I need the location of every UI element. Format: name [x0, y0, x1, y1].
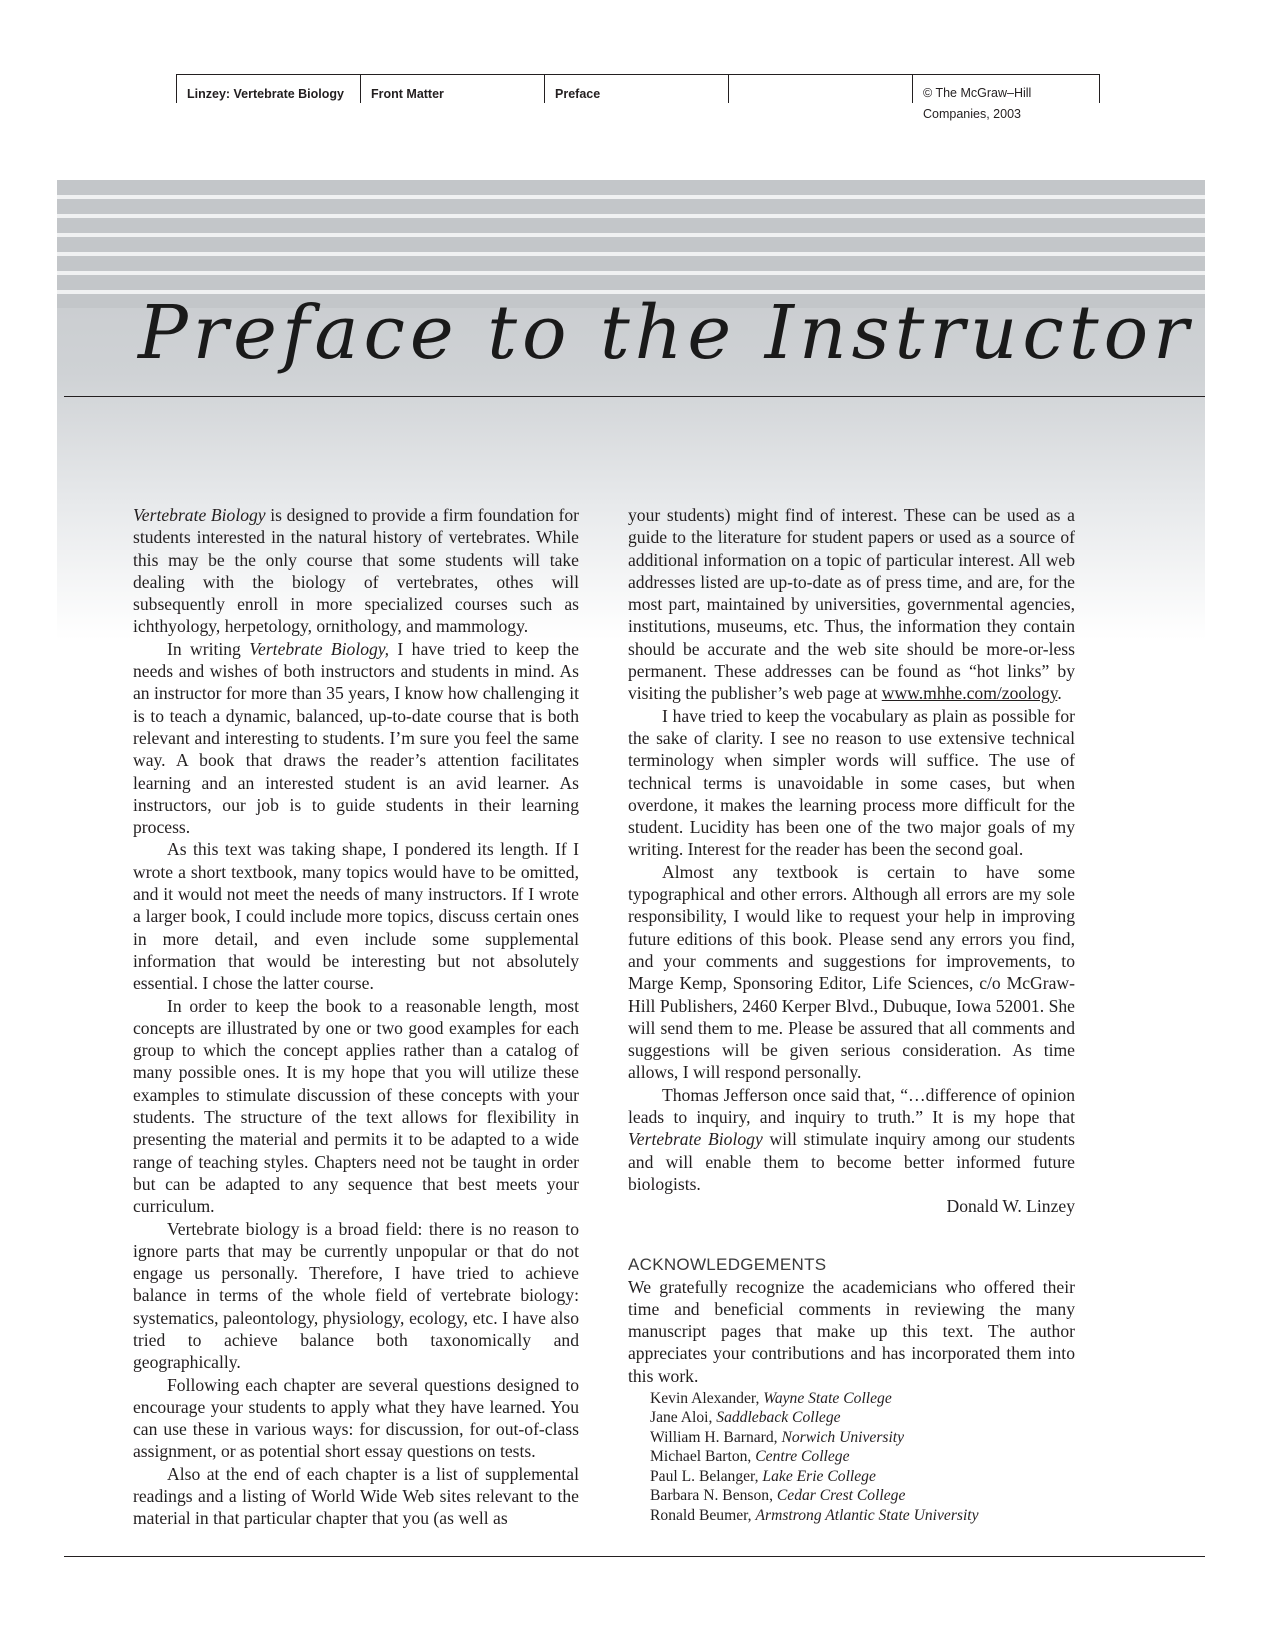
- paragraph-text: will stimulate inquiry among our students and will enable them to become better informed future biologists.: [628, 1129, 1075, 1194]
- author-signature: Donald W. Linzey: [946, 1196, 1075, 1217]
- list-item: [650, 1389, 1075, 1409]
- acknowledgements-text: We gratefully recognize the academicians who offered their time and beneficial comments in reviewing the many manuscript pages that make up this text. The author appreciates your contributions and has incorporated them into this work.: [628, 1276, 1075, 1386]
- paragraph-text: is designed to provide a firm foundation for students interested in the natural history of vertebrates. While this may be the only course that some students will take dealing with the biology of vertebrates, othes will subsequently enroll in more specialized courses such as ichthyology, herpetology, ornithology, and mammology.: [133, 505, 579, 637]
- reviewer-name: Paul L. Belanger,: [650, 1467, 759, 1485]
- paragraph: I have tried to keep the vocabulary as plain as possible for the sake of clarity. I see no reason to use extensive technical terminology when simpler words will suffice. The use of technical terms is unavoidable in some cases, but when overdone, it makes the learning process more difficult for the student. Lucidity has been one of the two major goals of my writing. Interest for the reader has been the second goal.: [628, 705, 1075, 860]
- reviewer-name: Michael Barton,: [650, 1448, 752, 1466]
- reviewer-name: Barbara N. Benson,: [650, 1487, 773, 1505]
- paragraph: As this text was taking shape, I pondered its length. If I wrote a short textbook, many topics would have to be omitted, and it would not meet the needs of many instructors. If I wrote a larger book, I could include more topics, discuss certain ones in more detail, and even include some supplemental information that would be interesting but not absolutely essential. I chose the latter course.: [133, 839, 579, 994]
- list-item: [650, 1467, 1075, 1487]
- paragraph-text: your students) might find of interest. These can be used as a guide to the literature for student papers or used as a source of additional information on a topic of particular interest. All web addresses listed are up-to-date as of press time, and are, for the most part, maintained by universities, governmental agencies, institutions, museums, etc. Thus, the information they contain should be accurate and the web site should be more-or-less permanent. These addresses can be found as “hot links” by visiting the publisher’s web page at: [628, 505, 1075, 704]
- list-item: [650, 1486, 1075, 1506]
- reviewer-school: Wayne State College: [763, 1389, 892, 1407]
- reviewer-name: William H. Barnard,: [650, 1428, 778, 1446]
- paragraph: [133, 504, 579, 638]
- page-title: Preface to the Instructor: [138, 290, 1194, 376]
- list-item: [650, 1408, 1075, 1428]
- copyright-line-2: Companies, 2003: [923, 107, 1021, 121]
- header-copyright: [912, 75, 1100, 121]
- reviewer-school: Saddleback College: [716, 1409, 841, 1427]
- book-title-italic: Vertebrate Biology,: [249, 638, 390, 659]
- paragraph: [628, 1084, 1075, 1195]
- title-rule: [64, 396, 1205, 397]
- paragraph: [133, 638, 579, 839]
- header-book-title: Linzey: Vertebrate Biology: [176, 75, 360, 103]
- book-title-italic: Vertebrate Biology: [133, 505, 266, 525]
- list-item: [650, 1447, 1075, 1467]
- paragraph-text: Thomas Jefferson once said that, “…difference of opinion leads to inquiry, and inquiry to truth.” It is my hope that: [628, 1084, 1075, 1128]
- header-part: Front Matter: [360, 75, 544, 103]
- book-title-italic: Vertebrate Biology: [628, 1129, 763, 1150]
- copyright-line-1: © The McGraw–Hill: [923, 86, 1032, 100]
- reviewer-name: Kevin Alexander,: [650, 1389, 760, 1407]
- reviewer-list: [650, 1389, 1075, 1526]
- header-empty-cell: [728, 75, 912, 103]
- publisher-web-link[interactable]: www.mhhe.com/zoology: [881, 683, 1058, 704]
- paragraph-text: I have tried to keep the needs and wishes of both instructors and students in mind. As an instructor for more than 35 years, I know how challenging it is to teach a dynamic, balanced, up-to-date course that is both relevant and interesting to students. I’m sure you feel the same way. A book that draws the reader’s attention facilitates learning and an interested student is an avid learner. As instructors, our job is to guide students in their learning process.: [133, 638, 579, 838]
- acknowledgements-heading: ACKNOWLEDGEMENTS: [628, 1254, 827, 1274]
- left-column: [133, 504, 579, 1530]
- reviewer-school: Armstrong Atlantic State University: [755, 1506, 979, 1524]
- paragraph-text: .: [1057, 683, 1062, 704]
- reviewer-name: Jane Aloi,: [650, 1409, 713, 1427]
- list-item: [650, 1506, 1075, 1526]
- reviewer-school: Norwich University: [781, 1428, 905, 1446]
- running-header: [176, 74, 1100, 121]
- reviewer-name: Ronald Beumer,: [650, 1506, 752, 1524]
- paragraph: Almost any textbook is certain to have some typographical and other errors. Although all errors are my sole responsibility, I would like to request your help in improving future editions of this book. Please send any errors you find, and your comments and suggestions for improvements, to Marge Kemp, Sponsoring Editor, Life Sciences, c/o McGraw-Hill Publishers, 2460 Kerper Blvd., Dubuque, Iowa 52001. She will send them to me. Please be assured that all comments and suggestions will be given serious consideration. As time allows, I will respond personally.: [628, 861, 1075, 1083]
- reviewer-school: Lake Erie College: [762, 1467, 876, 1485]
- banner-stripes: [57, 180, 1205, 308]
- reviewer-school: Cedar Crest College: [776, 1487, 906, 1505]
- right-column: [628, 504, 1075, 1525]
- paragraph: Also at the end of each chapter is a list of supplemental readings and a listing of World Wide Web sites relevant to the material in that particular chapter that you (as well as: [133, 1463, 579, 1529]
- paragraph-text: In writing: [167, 638, 250, 659]
- footer-rule: [64, 1556, 1205, 1557]
- paragraph: [628, 504, 1075, 705]
- header-section: Preface: [544, 75, 728, 103]
- paragraph: Following each chapter are several questions designed to encourage your students to apply what they have learned. You can use these in various ways: for discussion, for out-of-class assignment, or as potential short essay questions on tests.: [133, 1374, 579, 1462]
- paragraph: In order to keep the book to a reasonable length, most concepts are illustrated by one or two good examples for each group to which the concept applies rather than a catalog of many possible ones. It is my hope that you will utilize these examples to stimulate discussion of these concepts with your students. The structure of the text allows for flexibility in presenting the material and permits it to be adapted to a wide range of teaching styles. Chapters need not be taught in order but can be adapted to any sequence that best meets your curriculum.: [133, 995, 579, 1217]
- paragraph: Vertebrate biology is a broad field: there is no reason to ignore parts that may be currently unpopular or that do not engage us personally. Therefore, I have tried to achieve balance in terms of the whole field of vertebrate biology: systematics, paleontology, physiology, ecology, etc. I have also tried to achieve balance both taxonomically and geographically.: [133, 1218, 579, 1373]
- reviewer-school: Centre College: [755, 1448, 850, 1466]
- list-item: [650, 1428, 1075, 1448]
